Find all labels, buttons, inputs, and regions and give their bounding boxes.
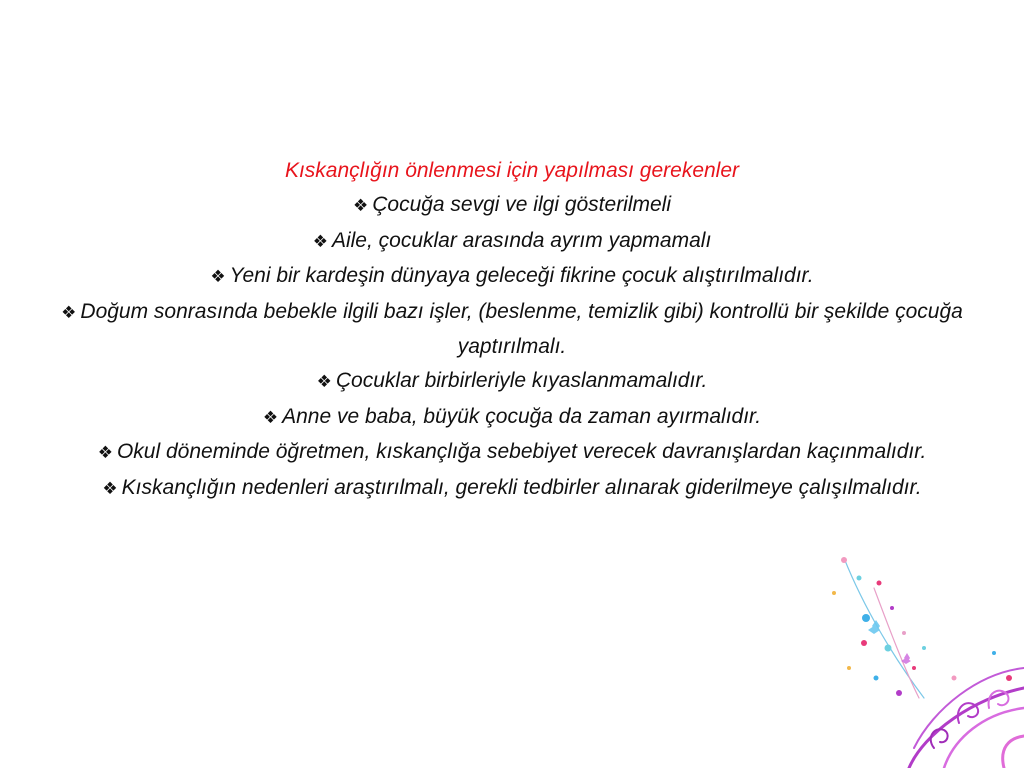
four-diamond-bullet-icon: ❖ xyxy=(352,196,369,216)
bullet-item xyxy=(40,224,984,259)
four-diamond-bullet-icon: ❖ xyxy=(61,302,77,322)
bullet-item xyxy=(40,435,984,470)
slide-content xyxy=(40,154,984,506)
floral-swirl-decoration xyxy=(804,548,1024,768)
bullet-text: Anne ve baba, büyük çocuğa da zaman ayırmalıdır. xyxy=(282,404,762,428)
bullet-text: Çocuklar birbirleriyle kıyaslanmamalıdır. xyxy=(335,369,708,393)
four-diamond-bullet-icon: ❖ xyxy=(97,443,113,463)
bullet-text: Okul döneminde öğretmen, kıskançlığa sebebiyet verecek davranışlardan kaçınmalıdır. xyxy=(116,440,927,464)
four-diamond-bullet-icon: ❖ xyxy=(312,231,328,251)
bullet-item xyxy=(40,471,984,506)
bullet-item xyxy=(40,295,984,365)
four-diamond-bullet-icon: ❖ xyxy=(316,372,332,392)
slide-title: Kıskançlığın önlenmesi için yapılması gerekenler xyxy=(284,159,740,182)
bullet-item xyxy=(40,188,984,223)
bullet-text: Aile, çocuklar arasında ayrım yapmamalı xyxy=(331,228,712,252)
four-diamond-bullet-icon: ❖ xyxy=(102,478,118,498)
four-diamond-bullet-icon: ❖ xyxy=(262,407,279,427)
bullet-text: Çocuğa sevgi ve ilgi gösterilmeli xyxy=(372,193,672,217)
bullet-item xyxy=(40,400,984,435)
bullet-item xyxy=(40,364,984,399)
bullet-text: Kıskançlığın nedenleri araştırılmalı, gerekli tedbirler alınarak giderilmeye çalışılmalıdır. xyxy=(121,475,922,499)
bullet-item xyxy=(40,259,984,294)
bullet-text: Yeni bir kardeşin dünyaya geleceği fikrine çocuk alıştırılmalıdır. xyxy=(229,264,814,288)
four-diamond-bullet-icon: ❖ xyxy=(210,267,226,287)
bullet-text: Doğum sonrasında bebekle ilgili bazı işler, (beslenme, temizlik gibi) kontrollü bir şekilde çocuğa yaptırılmalı. xyxy=(80,299,963,359)
